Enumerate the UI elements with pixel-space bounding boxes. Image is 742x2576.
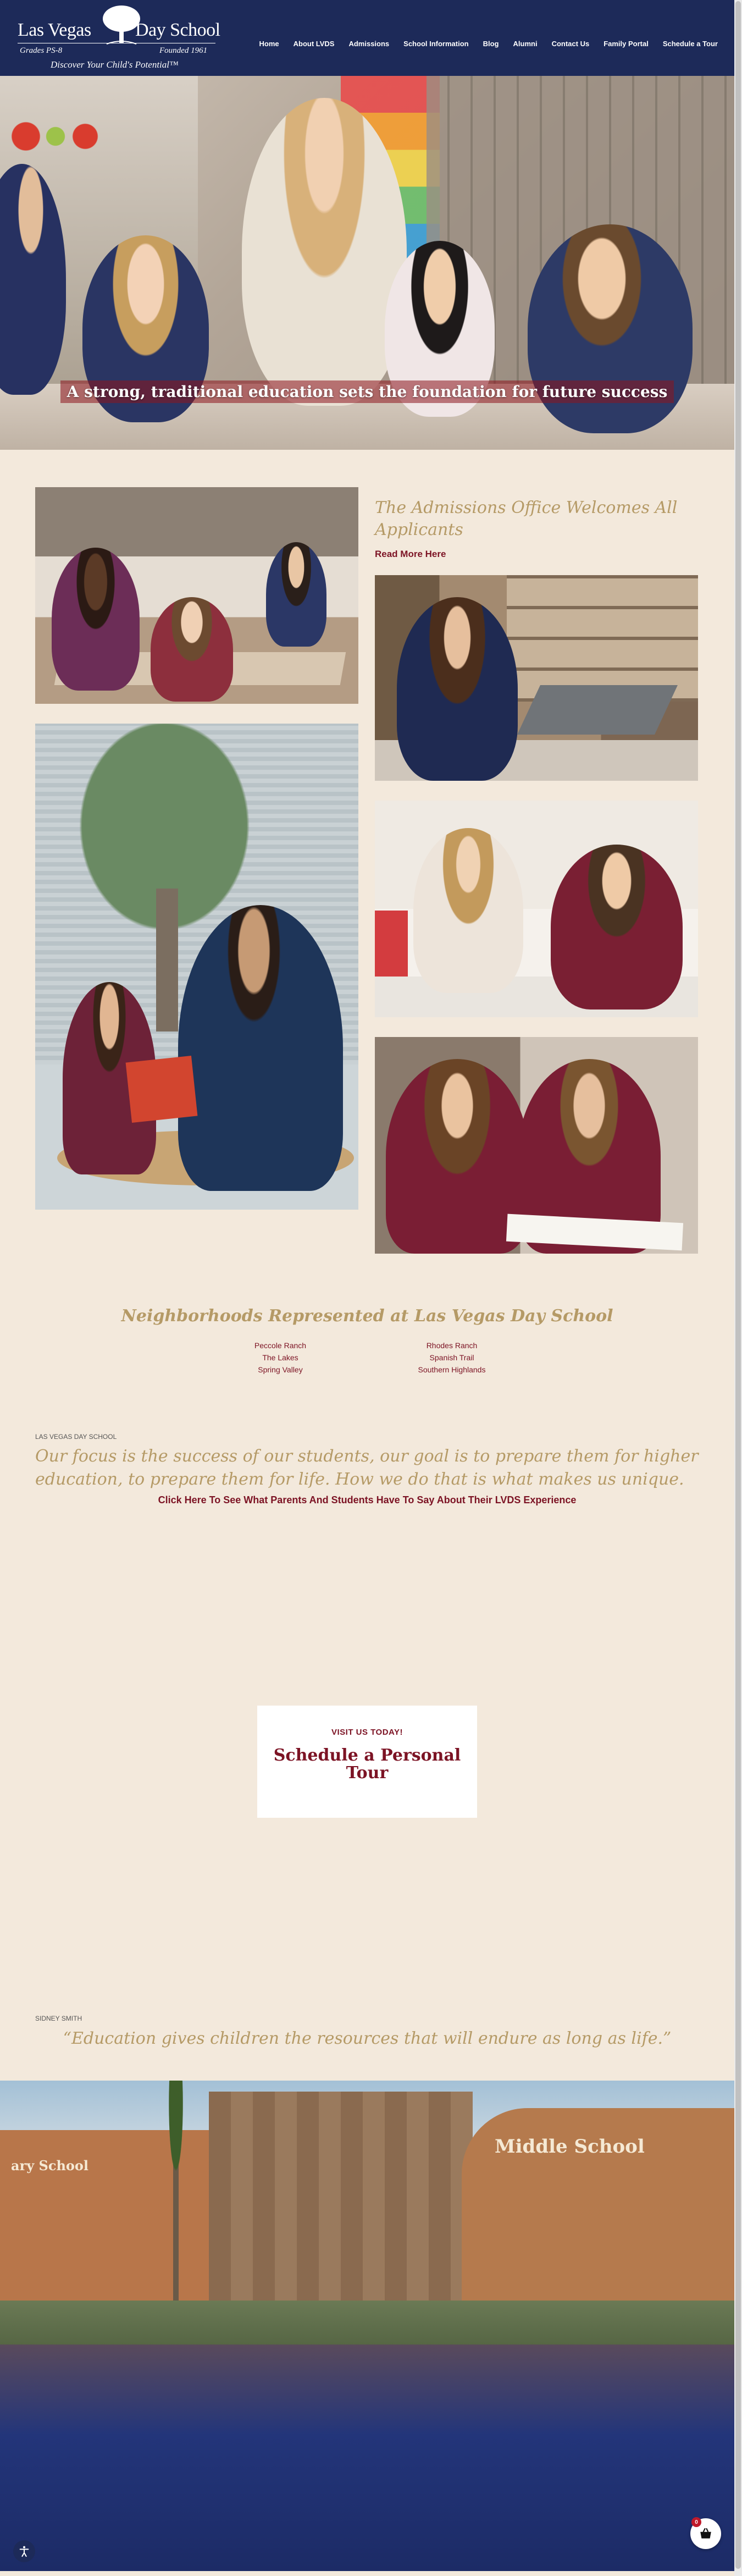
study-photo [375,1037,698,1254]
photo-chair [375,911,408,988]
neighborhoods-title: Neighborhoods Represented at Las Vegas Day School [121,1306,613,1326]
library-photo [375,575,698,781]
reading-photo [35,724,358,1210]
nav-admissions[interactable]: Admissions [348,40,390,48]
logo-name-left: Las Vegas [18,20,91,40]
neighborhood-item: The Lakes [262,1353,298,1362]
photo-teacher [52,548,140,691]
classroom-photo [35,487,358,704]
admissions-block [375,497,698,560]
neighborhoods-list-left [198,1339,363,1376]
basket-icon [699,2527,713,2541]
logo-name-right: Day School [135,20,220,40]
focus-eyebrow: LAS VEGAS DAY SCHOOL [35,1433,117,1441]
campus-building [209,2092,473,2312]
neighborhood-item: Rhodes Ranch [426,1341,478,1350]
neighborhood-item: Spanish Trail [429,1353,474,1362]
campus-reflecting-pool [0,2345,734,2571]
campus-sign-elementary: ary School [11,2158,89,2174]
focus-statement: Our focus is the success of our students, our goal is to prepare them for higher education, to prepare them for life. How we do that is what makes us unique. [35,1447,699,1489]
hero-teacher [242,98,407,406]
photo-bookshelf [507,575,698,702]
cart-count-badge: 0 [691,2517,701,2527]
photo-student [266,542,326,647]
logo-tagline: Discover Your Child's Potential™ [51,59,179,70]
quote-text: “Education gives children the resources that will endure as long as life.” [63,2029,672,2048]
nav-family-portal[interactable]: Family Portal [603,40,649,48]
schedule-tour-card[interactable] [257,1706,477,1818]
accessibility-icon [18,2545,30,2557]
photo-tree-trunk [156,889,178,1031]
nav-blog[interactable]: Blog [483,40,499,48]
nav-school-information[interactable]: School Information [403,40,469,48]
school-logo[interactable] [18,4,221,70]
nav-alumni[interactable]: Alumni [513,40,538,48]
photo-student [151,597,233,702]
nav-home[interactable]: Home [259,40,279,48]
campus-palm-tree [154,2081,198,2312]
art-class-photo [375,801,698,1017]
hero-caption [0,380,734,403]
logo-founded: Founded 1961 [159,46,208,55]
admissions-read-more-link[interactable]: Read More Here [375,549,446,559]
neighborhoods-list-right [369,1339,534,1376]
nav-schedule-tour[interactable]: Schedule a Tour [662,40,718,48]
nav-about[interactable]: About LVDS [293,40,335,48]
site-header [0,0,734,76]
photo-book [126,1056,198,1123]
photo-student [413,828,523,993]
campus-sign-middle-school: Middle School [495,2136,645,2158]
photo-teacher [178,905,343,1191]
nav-contact[interactable]: Contact Us [551,40,590,48]
hero-apples [11,120,110,153]
testimonials-link[interactable]: Click Here To See What Parents And Students Have To Say About Their LVDS Experience [158,1494,577,1505]
campus-photo [0,2081,734,2571]
neighborhood-item: Spring Valley [258,1365,303,1374]
accessibility-button[interactable] [13,2540,35,2562]
hero-caption-text: A strong, traditional education sets the foundation for future success [60,380,674,403]
tour-title: Schedule a Personal Tour [273,1746,461,1783]
tour-eyebrow: VISIT US TODAY! [331,1728,403,1737]
admissions-title: The Admissions Office Welcomes All Applicants [375,498,678,539]
logo-grades: Grades PS-8 [20,46,63,55]
photo-laptop [517,685,678,735]
page-scrollbar-thumb[interactable] [735,1,741,2569]
photo-student [397,597,518,781]
photo-student [551,845,683,1010]
quote-author: SIDNEY SMITH [35,2015,82,2022]
neighborhood-item: Southern Highlands [418,1365,486,1374]
main-nav [259,40,718,48]
neighborhood-item: Peccole Ranch [254,1341,307,1350]
